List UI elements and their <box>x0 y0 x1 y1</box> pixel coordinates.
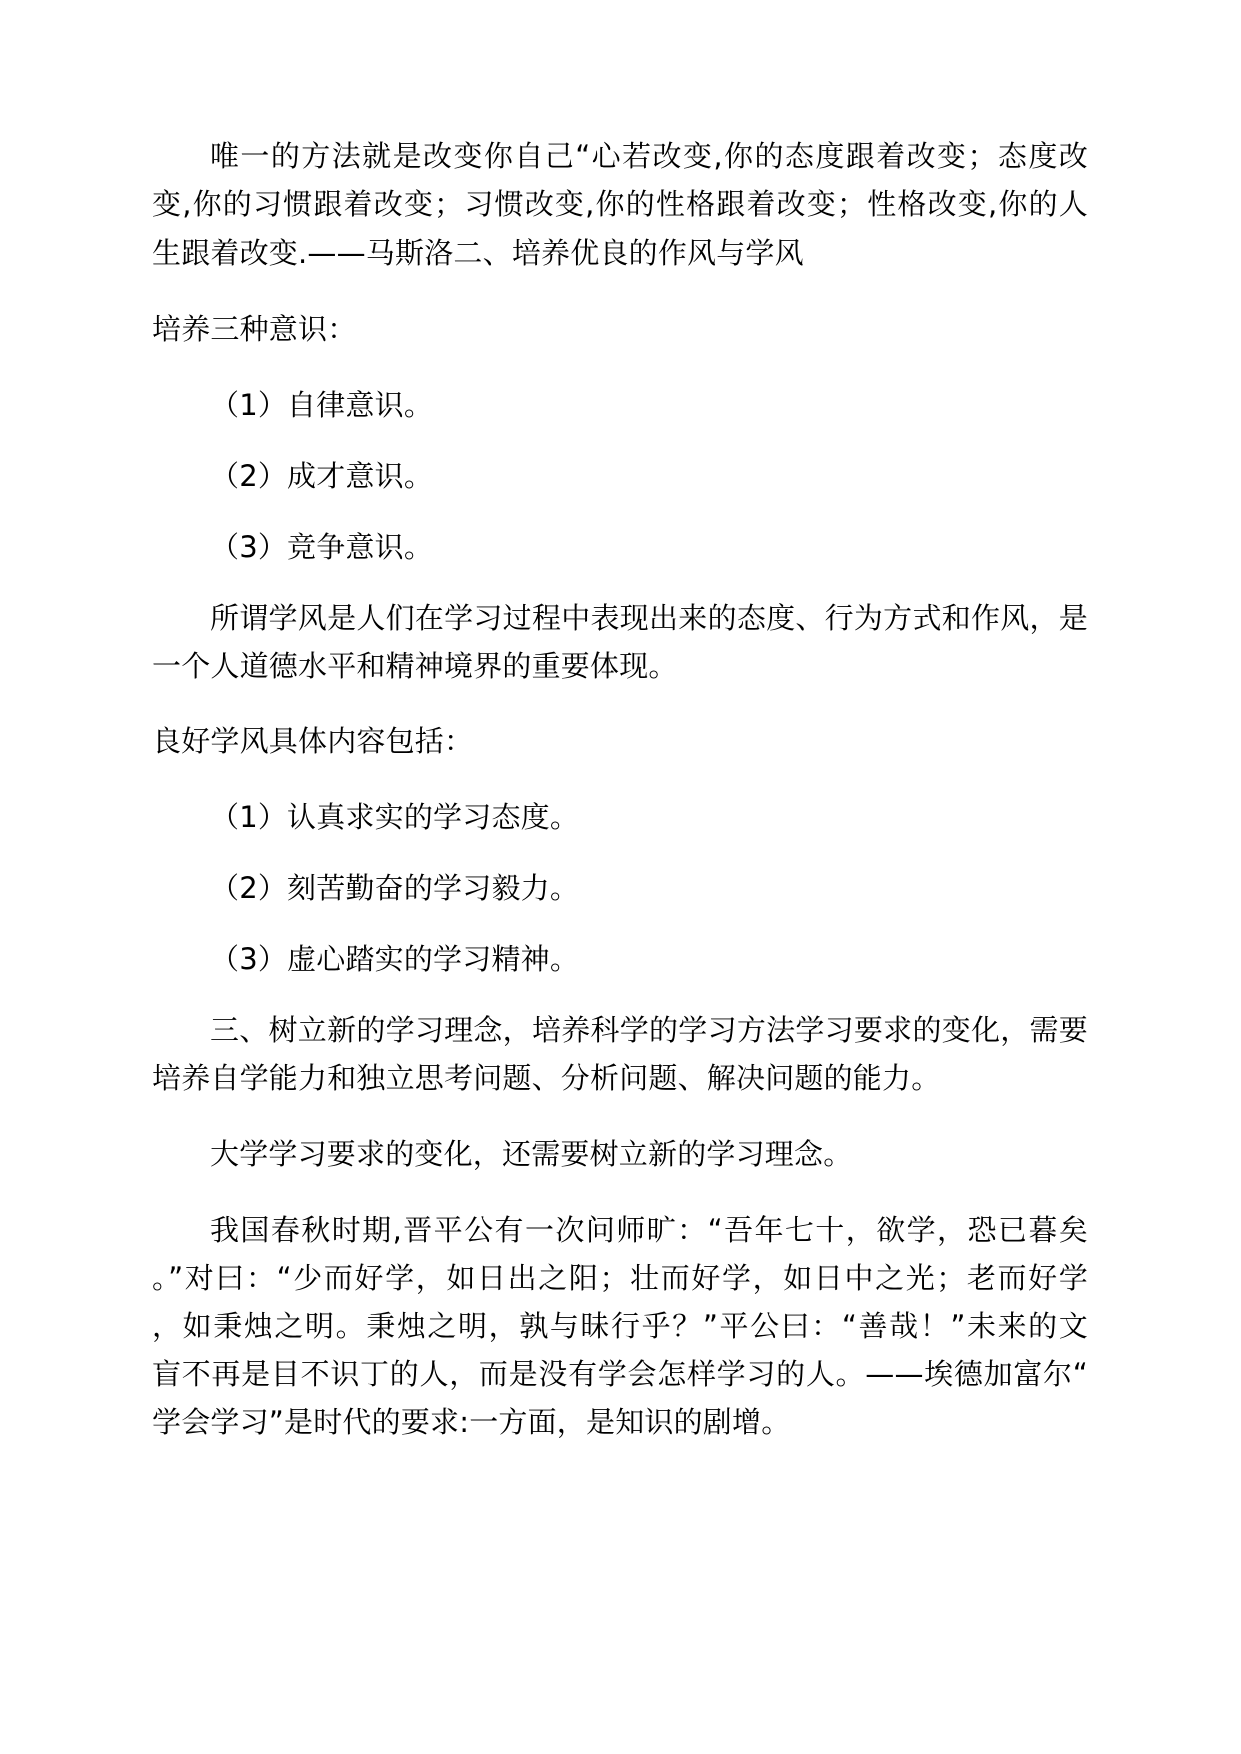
list-item: （1）自律意识。 <box>210 388 434 422</box>
paragraph-line: 所谓学风是人们在学习过程中表现出来的态度、行为方式和作风，是 <box>210 601 1088 635</box>
paragraph-line: 三、树立新的学习理念，培养科学的学习方法学习要求的变化，需要 <box>210 1013 1088 1047</box>
paragraph-line: 。”对曰：“少而好学，如日出之阳；壮而好学，如日中之光；老而好学 <box>152 1261 1088 1295</box>
paragraph-line: ，如秉烛之明。秉烛之明，孰与昧行乎？”平公曰：“善哉！”未来的文 <box>152 1309 1088 1343</box>
list-item: （2）成才意识。 <box>210 459 434 493</box>
paragraph-line: 培养三种意识： <box>152 312 357 346</box>
paragraph-line: 唯一的方法就是改变你自己“心若改变,你的态度跟着改变；态度改 <box>210 139 1088 173</box>
list-item: （3）虚心踏实的学习精神。 <box>210 942 580 976</box>
paragraph-line: 我国春秋时期,晋平公有一次问师旷：“吾年七十，欲学，恐已暮矣 <box>210 1213 1088 1247</box>
paragraph-line: 良好学风具体内容包括： <box>152 724 474 758</box>
paragraph-line: 盲不再是目不识丁的人，而是没有学会怎样学习的人。——埃德加富尔“ <box>152 1357 1088 1391</box>
list-item: （2）刻苦勤奋的学习毅力。 <box>210 871 580 905</box>
paragraph-line: 一个人道德水平和精神境界的重要体现。 <box>152 649 678 683</box>
paragraph-line: 变,你的习惯跟着改变；习惯改变,你的性格跟着改变；性格改变,你的人 <box>152 187 1088 221</box>
list-item: （3）竞争意识。 <box>210 530 434 564</box>
paragraph-line: 大学学习要求的变化，还需要树立新的学习理念。 <box>210 1137 853 1171</box>
paragraph-line: 学会学习”是时代的要求:一方面，是知识的剧增。 <box>152 1405 791 1439</box>
paragraph-line: 生跟着改变.——马斯洛二、培养优良的作风与学风 <box>152 236 804 270</box>
paragraph-line: 培养自学能力和独立思考问题、分析问题、解决问题的能力。 <box>152 1061 941 1095</box>
document-page <box>152 0 1088 1754</box>
list-item: （1）认真求实的学习态度。 <box>210 800 580 834</box>
